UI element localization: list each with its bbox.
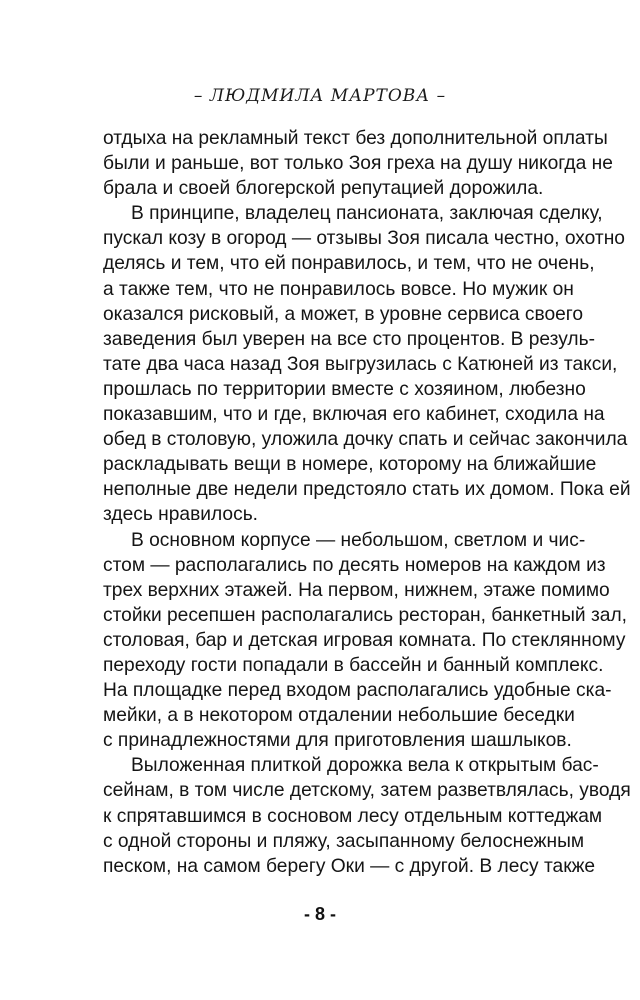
text-line: мейки, а в некотором отдалении небольшие беседки — [103, 705, 575, 727]
text-line: переходу гости попадали в бассейн и банный комплекс. — [103, 654, 604, 676]
text-line: а также тем, что не понравилось вовсе. Но мужик он — [103, 278, 574, 300]
text-line: песком, на самом берегу Оки — с другой. В лесу также — [103, 855, 596, 877]
text-line: На площадке перед входом располагались удобные ска- — [103, 680, 612, 702]
text-line: здесь нравилось. — [103, 504, 259, 526]
text-line: стойки ресепшен располагались ресторан, банкетный зал, — [103, 604, 627, 626]
text-line: пускал козу в огород — отзывы Зоя писала честно, охотно — [103, 228, 625, 250]
text-line: с одной стороны и пляжу, засыпанному белоснежным — [103, 830, 585, 852]
text-line: к спрятавшимся в сосновом лесу отдельным коттеджам — [103, 805, 603, 827]
text-line: В основном корпусе — небольшом, светлом и чис- — [131, 529, 586, 551]
text-line: обед в столовую, уложила дочку спать и сейчас закончила — [103, 429, 628, 451]
text-line: раскладывать вещи в номере, которому на ближайшие — [103, 454, 597, 476]
text-line: с принадлежностями для приготовления шашлыков. — [103, 730, 572, 752]
text-line: сейнам, в том числе детскому, затем разветвлялась, уводя — [103, 780, 631, 802]
body-text — [103, 126, 631, 879]
text-line: были и раньше, вот только Зоя греха на душу никогда не — [103, 153, 613, 175]
page-number: - 8 - — [303, 904, 336, 924]
text-line: неполные две недели предстояло стать их домом. Пока ей — [103, 479, 631, 501]
text-line: трех верхних этажей. На первом, нижнем, этаже помимо — [103, 579, 610, 601]
text-line: показавшим, что и где, включая его кабинет, сходила на — [103, 404, 605, 426]
text-line: В принципе, владелец пансионата, заключая сделку, — [131, 203, 603, 225]
text-line: Выложенная плиткой дорожка вела к открытым бас- — [131, 755, 599, 777]
running-header: – ЛЮДМИЛА МАРТОВА – — [193, 86, 447, 106]
text-line: столовая, бар и детская игровая комната. По стеклянному — [103, 629, 626, 651]
text-line: прошлась по территории вместе с хозяином, любезно — [103, 378, 586, 400]
text-line: заведения был уверен на все сто процентов. В резуль- — [103, 328, 596, 350]
text-line: делясь и тем, что ей понравилось, и тем, что не очень, — [103, 253, 595, 275]
text-line: стом — располагались по десять номеров на каждом из — [103, 554, 606, 576]
text-line: брала и своей блогерской репутацией дорожила. — [103, 178, 544, 200]
text-line: тате два часа назад Зоя выгрузилась с Катюней из такси, — [103, 353, 618, 375]
text-line: оказался рисковый, а может, в уровне сервиса своего — [103, 303, 584, 325]
text-line: отдыха на рекламный текст без дополнительной оплаты — [103, 128, 608, 149]
